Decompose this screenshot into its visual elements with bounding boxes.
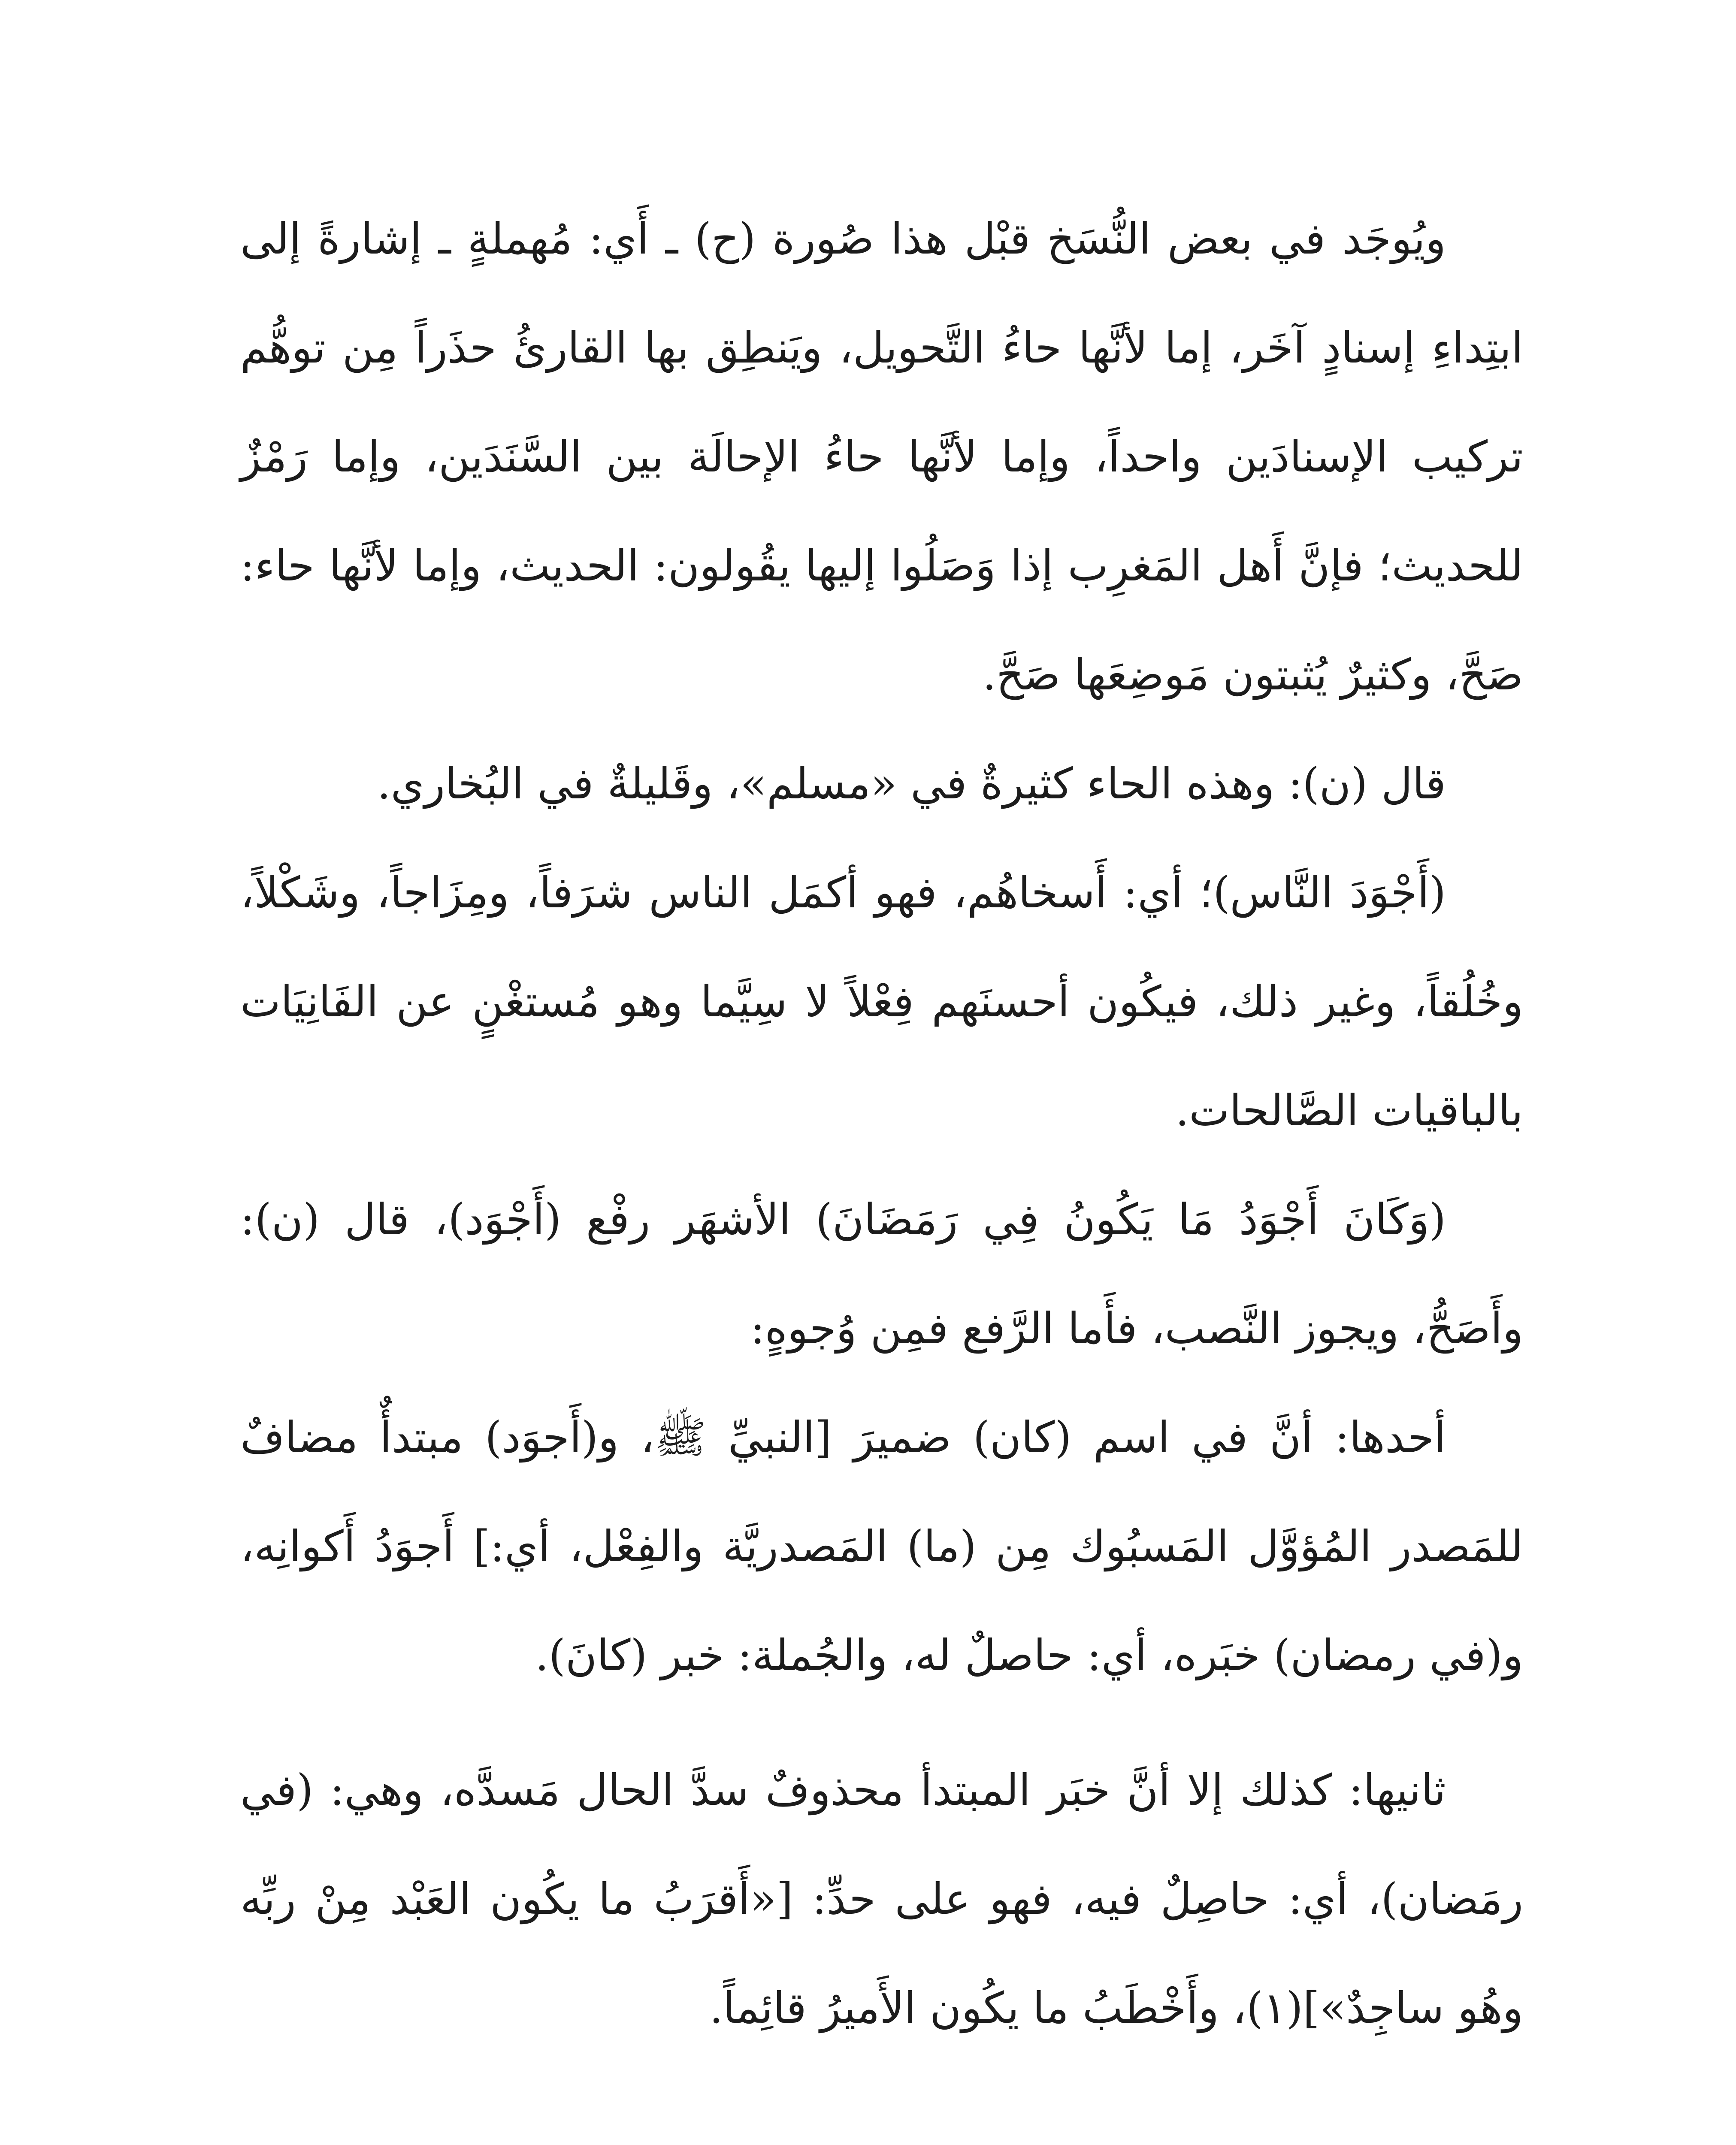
paragraph-qala-nun: قال (ن): وهذه الحاء كثيرةٌ في «مسلم»، وقَليلةٌ في البُخاري. [377, 758, 1446, 809]
paragraph-ajwad-annas: (أَجْوَدَ النَّاس)؛ أي: أَسخاهُم، فهو أكمَل الناس شرَفاً، ومِزَاجاً، وشَكْلاً، وخُلُقاً، وغير ذلك، فيكُون أحسنَهم فِعْلاً لا سِيَّما وهو مُستغْنٍ عن الفَانِيَات بالباقيات الصَّالحات. [240, 867, 1523, 1136]
main-text [240, 184, 1523, 2063]
paragraph-isnad-ha: ويُوجَد في بعض النُّسَخ قبْل هذا صُورة (ح) ـ أَي: مُهملةٍ ـ إشارةً إلى ابتِداءِ إسنادٍ آخَر، إما لأنَّها حاءُ التَّحويل، ويَنطِق بها القارئُ حذَراً مِن توهُّم تركيب الإسنادَين واحداً، وإما لأنَّها حاءُ الإحالَة بين السَّنَدَين، وإما رَمْزٌ للحديث؛ فإنَّ أَهل المَغرِب إذا وَصَلُوا إليها يقُولون: الحديث، وإما لأنَّها حاء: صَحَّ، وكثيرٌ يُثبتون مَوضِعَها صَحَّ. [240, 214, 1523, 700]
paragraph-gap [240, 1710, 1523, 1736]
paragraph-second-aspect: ثانيها: كذلك إلا أنَّ خبَر المبتدأ محذوفٌ سدَّ الحال مَسدَّه، وهي: (في رمَضان)، أي: حاصِلٌ فيه، فهو على حدِّ: [«أَقرَبُ ما يكُون العَبْد مِنْ ربِّه وهُو ساجِدٌ»](١)، وأَخْطَبُ ما يكُون الأَميرُ قائِماً. [240, 1765, 1523, 2033]
paragraph-first-aspect: أحدها: أنَّ في اسم (كان) ضميرَ [النبيِّ ﷺ، و(أَجوَد) مبتدأٌ مضافٌ للمَصدر المُؤوَّل المَسبُوك مِن (ما) المَصدريَّة والفِعْل، أي:] أَجوَدُ أَكوانِه، و(في رمضان) خبَره، أي: حاصلٌ له، والجُملة: خبر (كانَ). [240, 1412, 1523, 1680]
paragraph-ramadan: (وَكَانَ أَجْوَدُ مَا يَكُونُ فِي رَمَضَانَ) الأشهَر رفْع (أَجْوَد)، قال (ن): وأَصَحُّ، ويجوز النَّصب، فأَما الرَّفع فمِن وُجوهٍ: [240, 1194, 1523, 1353]
